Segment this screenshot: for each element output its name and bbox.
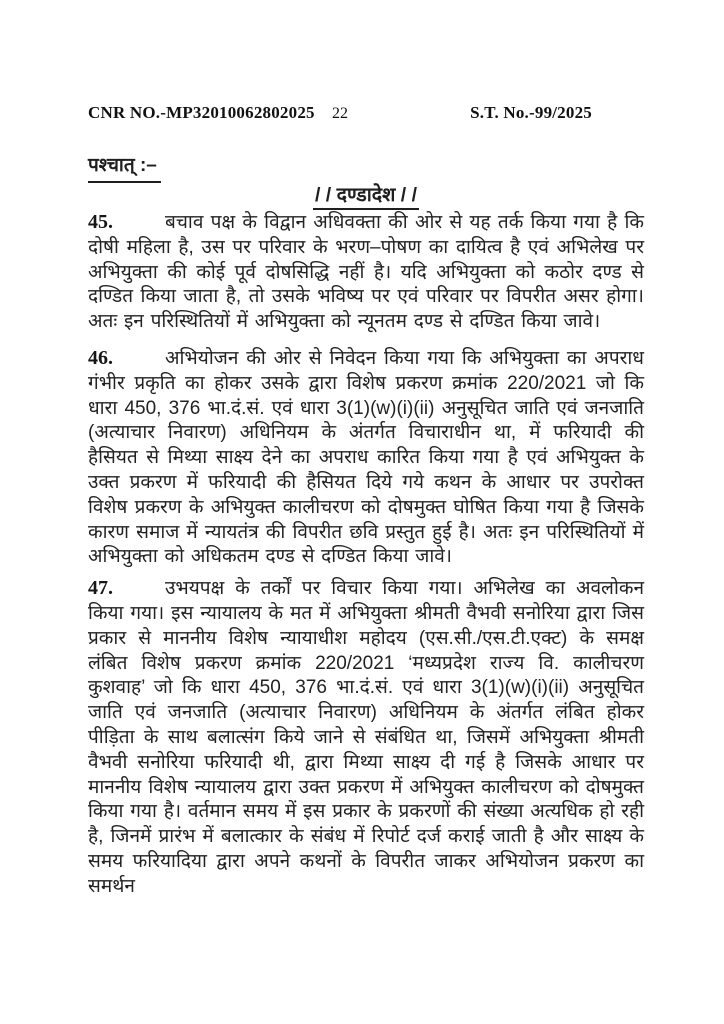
page-content (88, 102, 644, 900)
paragraph-47-text: उभयपक्ष के तर्कों पर विचार किया गया। अभिलेख का अवलोकन किया गया। इस न्यायालय के मत में अभियुक्ता श्रीमती वैभवी सनोरिया द्वारा जिस प्रकार से माननीय विशेष न्यायाधीश महोदय (एस.सी./एस.टी.एक्ट) के समक्ष लंबित विशेष प्रकरण क्रमांक 220/2021 ‘मध्यप्रदेश राज्य वि. कालीचरण कुशवाह’ जो कि धारा 450, 376 भा.दं.सं. एवं धारा 3(1)(w)(i)(ii) अनुसूचित जाति एवं जनजाति (अत्याचार निवारण) अधिनियम के अंतर्गत लंबित होकर पीड़िता के साथ बलात्संग किये जाने से संबंधित था, जिसमें अभियुक्ता श्रीमती वैभवी सनोरिया फरियादी थी, द्वारा मिथ्या साक्ष्य दी गई है जिसके आधार पर माननीय विशेष न्यायालय द्वारा उक्त प्रकरण में अभियुक्त कालीचरण को दोषमुक्त किया गया है। वर्तमान समय में इस प्रकार के प्रकरणों की संख्या अत्यधिक हो रही है, जिनमें प्रारंभ में बलात्कार के संबंध में रिपोर्ट दर्ज कराई जाती है और साक्ष्य के समय फरियादिया द्वारा अपने कथनों के विपरीत जाकर अभियोजन प्रकरण का समर्थन (88, 578, 644, 897)
cnr-number: CNR NO.-MP32010062802025 (88, 103, 315, 122)
paragraph-47-number: 47. (88, 577, 113, 600)
paragraph-46-number: 46. (88, 346, 113, 369)
paragraph-45-number: 45. (88, 211, 113, 233)
paragraph-45-text: बचाव पक्ष के विद्वान अधिवक्ता की ओर से यह तर्क किया गया है कि दोषी महिला है, उस पर परिवार के भरण–पोषण का दायित्व है एवं अभिलेख पर अभियुक्ता की कोई पूर्व दोषसिद्धि नहीं है। यदि अभियुक्ता को कठोर दण्ड से दण्डित किया जाता है, तो उसके भविष्य पर एवं परिवार पर विपरीत असर होगा। अतः इन परिस्थितियों में अभियुक्ता को न्यूनतम दण्ड से दण्डित किया जावे। (88, 212, 644, 333)
lead-label (88, 153, 644, 183)
page-number: 22 (332, 105, 348, 122)
lead-label-text: पश्चात् :– (88, 153, 161, 183)
page-header (88, 102, 644, 125)
paragraph-47 (88, 576, 644, 899)
paragraph-46 (88, 346, 644, 570)
section-heading-text: / / दण्डादेश / / (313, 183, 419, 210)
paragraph-46-text: अभियोजन की ओर से निवेदन किया गया कि अभियुक्ता का अपराध गंभीर प्रकृति का होकर उसके द्वारा विशेष प्रकरण क्रमांक 220/2021 जो कि धारा 450, 376 भा.दं.सं. एवं धारा 3(1)(w)(i)(ii) अनुसूचित जाति एवं जनजाति (अत्याचार निवारण) अधिनियम के अंतर्गत विचाराधीन था, में फरियादी की हैसियत से मिथ्या साक्ष्य देने का अपराध कारित किया गया है एवं अभियुक्त के उक्त प्रकरण में फरियादी की हैसियत दिये गये कथन के आधार पर उपरोक्त विशेष प्रकरण के अभियुक्त कालीचरण को दोषमुक्त घोषित किया गया है जिसके कारण समाज में न्यायतंत्र की विपरीत छवि प्रस्तुत हुई है। अतः इन परिस्थितियों में अभियुक्ता को अधिकतम दण्ड से दण्डित किया जावे। (88, 347, 644, 568)
st-number: S.T. No.-99/2025 (470, 103, 592, 122)
section-heading (88, 183, 644, 210)
paragraph-45 (88, 210, 644, 335)
